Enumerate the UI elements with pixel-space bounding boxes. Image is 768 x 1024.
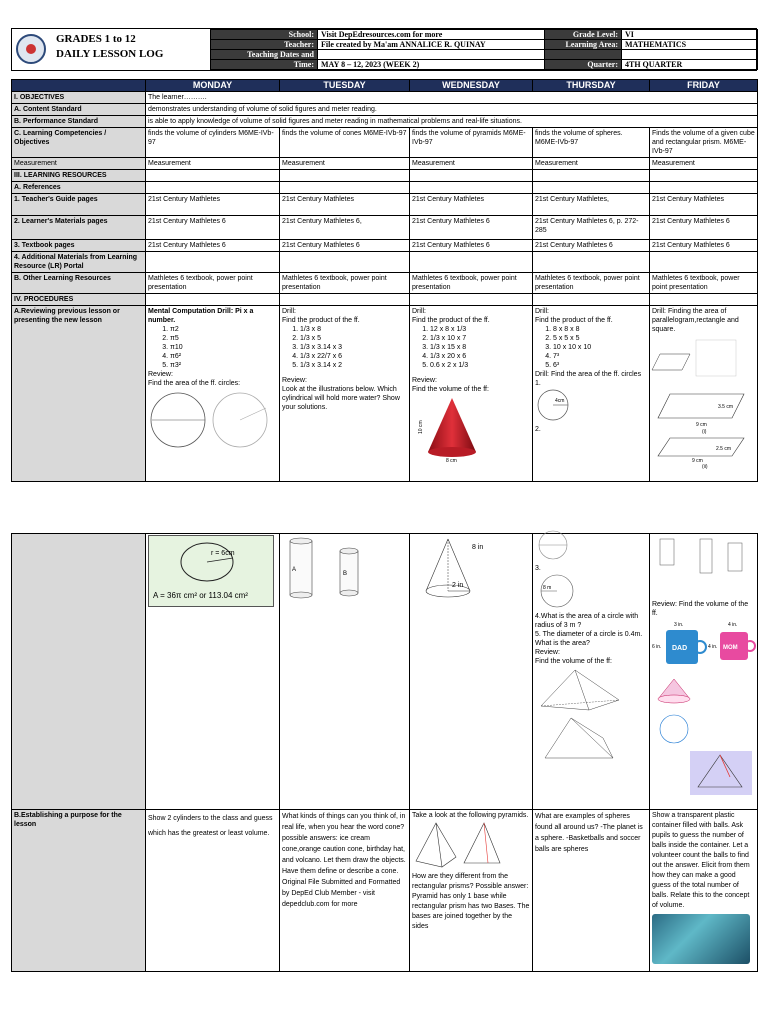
thu-review-text: Find the volume of the ff:: [535, 658, 612, 665]
list-item: 5. 1/3 x 3.14 x 2: [300, 361, 407, 370]
circle-figure-2: [535, 535, 647, 561]
purpose-fri: [650, 810, 758, 972]
fri-review-text: Review: Find the volume of the ff.: [652, 601, 749, 617]
grade-label: Grade Level:: [545, 30, 622, 40]
measurement-fri: Measurement: [650, 158, 758, 170]
fri-drill-text: Drill: Finding the area of parallelogram,rectangle and square.: [652, 308, 739, 333]
tg-fri: 21st Century Mathletes: [650, 194, 758, 216]
cylinder-a-label: A: [292, 567, 297, 573]
para1-height-label: 3.5 cm: [718, 404, 734, 410]
list-item: 1. 12 x 8 x 1/3: [430, 325, 530, 334]
row-label-performance-standard: B. Performance Standard: [12, 116, 146, 128]
fri-purpose-text: Show a transparent plastic container filled with balls. Ask pupils to guess the number of balls inside the container. Let a volunteer count the balls to find out the answer. Elicit from them how they can make a good guess of the total number of balls. Relate this to the concept of volume.: [652, 812, 750, 909]
radius-label: r = 6cm: [211, 550, 235, 557]
cone-base-label: 8 cm: [446, 458, 457, 464]
reviewing-tue: [280, 306, 410, 482]
area-formula: A = 36π cm² or 113.04 cm²: [153, 591, 248, 600]
other-wed: Mathletes 6 textbook, power point presentation: [410, 273, 533, 294]
mug2-top-label: 4 in.: [728, 622, 738, 628]
thu-drill2-text: Drill: Find the area of the ff. circles: [535, 371, 642, 378]
list-item: 2. 1/3 x 10 x 7: [430, 334, 530, 343]
tg-thu: 21st Century Mathletes,: [533, 194, 650, 216]
row-label-textbook: 3. Textbook pages: [12, 240, 146, 252]
lm-mon: 21st Century Mathletes 6: [146, 216, 280, 240]
dates-value: MAY 8 – 12, 2023 (WEEK 2): [318, 60, 545, 70]
mug1-height-label: 6 in.: [652, 644, 662, 650]
circle3-label: 8 m: [543, 585, 552, 591]
competency-tue: finds the volume of cones M6ME-IVb-97: [280, 128, 410, 158]
cone-height-label: 10 cm: [418, 420, 424, 434]
pyramids-figure: [535, 666, 647, 766]
table-row: [12, 104, 758, 116]
wed-review-label: Review:: [412, 377, 437, 384]
reviewing-mon-cont: [146, 534, 280, 810]
measurement-wed: Measurement: [410, 158, 533, 170]
tb-mon: 21st Century Mathletes 6: [146, 240, 280, 252]
measurement-mon: Measurement: [146, 158, 280, 170]
table-row: [12, 158, 758, 170]
objectives-value: The learner……….: [146, 92, 758, 104]
thu-number-1: 1.: [535, 380, 541, 387]
area-value: MATHEMATICS: [622, 40, 758, 50]
circles-figure: [148, 388, 276, 450]
table-row: [12, 194, 758, 216]
circle-8m-figure: [535, 573, 647, 609]
area-label: Learning Area:: [545, 40, 622, 50]
school-label: School:: [211, 30, 318, 40]
dates-label-1: Teaching Dates and: [211, 50, 318, 60]
reviewing-tue-cont: [280, 534, 410, 810]
list-item: 3. 10 x 10 x 10: [553, 343, 647, 352]
wed-purpose-text-2: How are they different from the rectangular prisms? Possible answer: Pyramid has only 1 base while rectangular prism has two Bases. The bases are joined together by the sides: [412, 873, 530, 930]
thu-number-2: 2.: [535, 426, 541, 433]
reviewing-thu: [533, 306, 650, 482]
mug1-top-label: 3 in.: [674, 622, 684, 628]
header-block: [11, 28, 757, 71]
list-item: 4. 7³: [553, 352, 647, 361]
list-item: 5. 6³: [553, 361, 647, 370]
row-label-teachers-guide: 1. Teacher's Guide pages: [12, 194, 146, 216]
teacher-label: Teacher:: [211, 40, 318, 50]
list-item: 3. π10: [170, 343, 277, 352]
school-value: Visit DepEdresources.com for more: [318, 30, 545, 40]
thu-drill-label: Drill:: [535, 308, 549, 315]
competency-mon: finds the volume of cylinders M6ME-IVb-97: [146, 128, 280, 158]
table-row: [12, 294, 758, 306]
red-cone-figure: [412, 394, 532, 464]
table-row: [12, 810, 758, 972]
measurement-tue: Measurement: [280, 158, 410, 170]
day-friday: FRIDAY: [650, 80, 758, 92]
ball-container-image: [652, 914, 750, 964]
row-label-content-standard: A. Content Standard: [12, 104, 146, 116]
grade-value: VI: [622, 30, 758, 40]
row-label-purpose: B.Establishing a purpose for the lesson: [12, 810, 146, 972]
list-item: 1. 1/3 x 8: [300, 325, 407, 334]
list-item: 5. 0.6 x 2 x 1/3: [430, 361, 530, 370]
purpose-mon: Show 2 cylinders to the class and guess which has the greatest or least volume.: [146, 810, 280, 972]
table-row: [12, 128, 758, 158]
cone2-radius-label: 2 in: [452, 582, 464, 589]
circle-area-figure: [148, 535, 274, 607]
other-mon: Mathletes 6 textbook, power point presentation: [146, 273, 280, 294]
list-item: 3. 1/3 x 3.14 x 3: [300, 343, 407, 352]
lm-wed: 21st Century Mathletes 6: [410, 216, 533, 240]
circle-4cm-figure: [535, 388, 595, 422]
table-row: [12, 182, 758, 194]
tg-mon: 21st Century Mathletes: [146, 194, 280, 216]
quarter-value: 4TH QUARTER: [622, 60, 758, 70]
competency-wed: finds the volume of pyramids M6ME-IVb-97: [410, 128, 533, 158]
cone-2in-figure: [412, 535, 532, 607]
row-label-reviewing: A.Reviewing previous lesson or presenting the new lesson: [12, 306, 146, 482]
para2-height-label: 2.5 cm: [716, 446, 732, 452]
day-monday: MONDAY: [146, 80, 280, 92]
tue-review-label: Review:: [282, 377, 307, 384]
reviewing-fri-cont: [650, 534, 758, 810]
performance-standard-value: is able to apply knowledge of volume of solid figures and meter reading in mathematical problems and real-life situations.: [146, 116, 758, 128]
row-label-references: A. References: [12, 182, 146, 194]
wed-drill-text: Find the product of the ff.: [412, 317, 490, 324]
tb-thu: 21st Century Mathletes 6: [533, 240, 650, 252]
purpose-thu: What are examples of spheres found all around us? -The planet is a sphere. -Basketballs and soccer balls are spheres: [533, 810, 650, 972]
table-row: [12, 273, 758, 294]
list-item: 3. 1/3 x 15 x 8: [430, 343, 530, 352]
thu-question-5: 5. The diameter of a circle is 0.4m. What is the area?: [535, 631, 643, 647]
tg-wed: 21st Century Mathletes: [410, 194, 533, 216]
para1-base-label: 9 cm: [696, 422, 707, 428]
para2-base-label: 9 cm: [692, 458, 703, 464]
list-item: 2. 1/3 x 5: [300, 334, 407, 343]
wed-purpose-text-1: Take a look at the following pyramids.: [412, 812, 529, 819]
list-item: 4. 1/3 x 20 x 6: [430, 352, 530, 361]
wed-drill-label: Drill:: [412, 308, 426, 315]
day-thursday: THURSDAY: [533, 80, 650, 92]
lm-tue: 21st Century Mathletes 6,: [280, 216, 410, 240]
mon-review-label: Review:: [148, 371, 173, 378]
table-row: [12, 116, 758, 128]
thu-drill-text: Find the product of the ff.: [535, 317, 613, 324]
tb-tue: 21st Century Mathletes 6: [280, 240, 410, 252]
title-line-2: DAILY LESSON LOG: [56, 48, 164, 60]
day-wednesday: WEDNESDAY: [410, 80, 533, 92]
list-item: 2. 5 x 5 x 5: [553, 334, 647, 343]
cone2-height-label: 8 in: [472, 544, 484, 551]
table-row: [12, 216, 758, 240]
day-tuesday: TUESDAY: [280, 80, 410, 92]
reviewing-thu-cont: [533, 534, 650, 810]
row-label-other-resources: B. Other Learning Resources: [12, 273, 146, 294]
lm-thu: 21st Century Mathletes 6, p. 272-285: [533, 216, 650, 240]
wed-review-text: Find the volume of the ff:: [412, 386, 489, 393]
mug2-label: MOM: [723, 645, 738, 651]
dates-label-2: Time:: [211, 60, 318, 70]
mon-review-text: Find the area of the ff. circles:: [148, 380, 241, 387]
other-tue: Mathletes 6 textbook, power point presentation: [280, 273, 410, 294]
competency-thu: finds the volume of spheres. M6ME-IVb-97: [533, 128, 650, 158]
list-item: 1. 8 x 8 x 8: [553, 325, 647, 334]
tue-review-text: Look at the illustrations below. Which cylindrical will hold more water? Show your solutions.: [282, 386, 400, 411]
list-item: 4. 1/3 x 22/7 x 6: [300, 352, 407, 361]
row-label-additional: 4. Additional Materials from Learning Resource (LR) Portal: [12, 252, 146, 273]
thu-question-4: 4.What is the area of a circle with radius of 3 m ?: [535, 613, 639, 629]
para2-number: (ii): [702, 464, 708, 470]
table-row: [12, 240, 758, 252]
header-info-table: [210, 29, 758, 70]
prisms-figure: [652, 535, 756, 597]
other-fri: Mathletes 6 textbook, power point presentation: [650, 273, 758, 294]
quarter-label: Quarter:: [545, 60, 622, 70]
list-item: 2. π5: [170, 334, 277, 343]
list-item: 4. π6²: [170, 352, 277, 361]
mug1-label: DAD: [672, 645, 688, 652]
mugs-figure: [652, 618, 756, 672]
lesson-table-1: [11, 79, 758, 482]
row-label-measurement: Measurement: [12, 158, 146, 170]
cylinder-b-label: B: [343, 571, 348, 577]
other-thu: Mathletes 6 textbook, power point presentation: [533, 273, 650, 294]
title-line-1: GRADES 1 to 12: [56, 33, 136, 45]
row-label-competencies: C. Learning Competencies / Objectives: [12, 128, 146, 158]
tb-wed: 21st Century Mathletes 6: [410, 240, 533, 252]
row-label-procedures: IV. PROCEDURES: [12, 294, 146, 306]
table-row: [12, 252, 758, 273]
lesson-table-2: [11, 533, 758, 972]
table-row: [12, 534, 758, 810]
tue-drill-label: Drill:: [282, 308, 296, 315]
purpose-wed: [410, 810, 533, 972]
pyramids-compare-figure: [412, 821, 530, 869]
content-standard-value: demonstrates understanding of volume of solid figures and meter reading.: [146, 104, 758, 116]
deped-seal-icon: [16, 34, 46, 64]
reviewing-fri: [650, 306, 758, 482]
competency-fri: Finds the volume of a given cube and rectangular prism. M6ME-IVb-97: [650, 128, 758, 158]
teacher-value: File created by Ma'am ANNALICE R. QUINAY: [318, 40, 545, 50]
measurement-thu: Measurement: [533, 158, 650, 170]
document-title: [56, 32, 163, 62]
para1-number: (i): [702, 429, 707, 435]
list-item: 1. π2: [170, 325, 277, 334]
parallelograms-figure: [652, 334, 752, 470]
table-row: [12, 306, 758, 482]
list-item: 5. π3²: [170, 361, 277, 370]
table-row: [12, 170, 758, 182]
mon-drill-title: Mental Computation Drill: Pi x a number.: [148, 308, 254, 324]
row-label-resources: III. LEARNING RESOURCES: [12, 170, 146, 182]
row-label-objectives: I. OBJECTIVES: [12, 92, 146, 104]
cylinders-figure: [282, 535, 406, 605]
reviewing-wed: [410, 306, 533, 482]
tb-fri: 21st Century Mathletes 6: [650, 240, 758, 252]
mug2-height-label: 4 in.: [708, 644, 718, 650]
thu-review-label: Review:: [535, 649, 560, 656]
reviewing-wed-cont: [410, 534, 533, 810]
table-row: [12, 92, 758, 104]
tg-tue: 21st Century Mathletes: [280, 194, 410, 216]
cone-sphere-pyramid-figure: [652, 675, 756, 799]
purpose-tue: What kinds of things can you think of, in real life, when you hear the word cone? possible answers: ice cream cone,orange caution cone, birthday hat, and volcano. Let them draw the objects. Have them define or describe a cone. Original File Submitted and Formatted by DepEd Club Member - visit depedclub.com for more: [280, 810, 410, 972]
circle-radius-label: 4cm: [555, 398, 565, 404]
lm-fri: 21st Century Mathletes 6: [650, 216, 758, 240]
row-label-learners-materials: 2. Learner's Materials pages: [12, 216, 146, 240]
tue-drill-text: Find the product of the ff.: [282, 317, 360, 324]
thu-number-3: 3.: [535, 565, 541, 572]
day-header-row: [12, 80, 758, 92]
reviewing-mon: [146, 306, 280, 482]
